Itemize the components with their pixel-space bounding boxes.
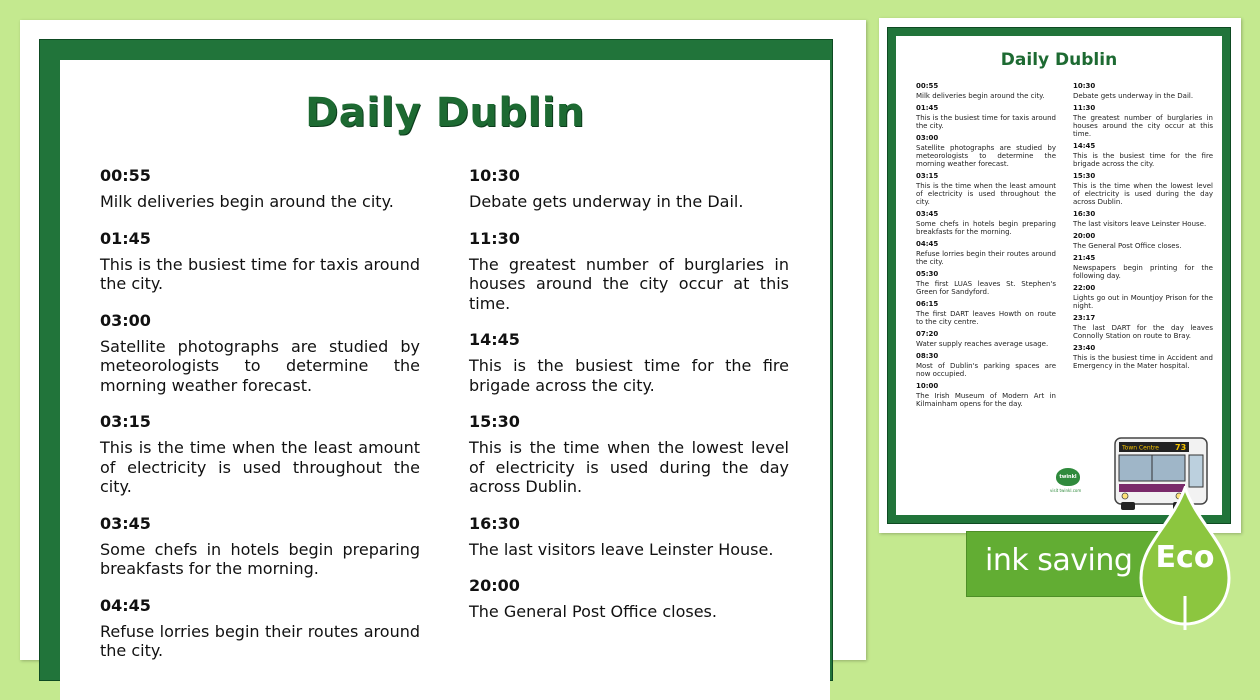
timeline-entry (469, 508, 789, 571)
preview-entry (1073, 282, 1213, 312)
entry-time: 03:45 (100, 513, 151, 533)
preview-entry-description: This is the busiest time in Accident and Emergency in the Mater hospital. (1073, 354, 1213, 370)
preview-entry-time: 20:00 (1073, 232, 1096, 240)
preview-entry-time: 04:45 (916, 240, 939, 248)
preview-entry (916, 268, 1056, 298)
preview-entry (916, 170, 1056, 208)
preview-entry-description: This is the busiest time for taxis around the city. (916, 114, 1056, 130)
entry-description: The greatest number of burglaries in houses around the city occur at this time. (469, 254, 789, 313)
main-worksheet (20, 20, 866, 660)
preview-entry (916, 298, 1056, 328)
preview-entry (1073, 140, 1213, 170)
timeline-entry (100, 305, 420, 407)
preview-entry (1073, 208, 1213, 230)
preview-entry (1073, 252, 1213, 282)
preview-entry-description: The first DART leaves Howth on route to the city centre. (916, 310, 1056, 326)
preview-entry-description: This is the time when the least amount of electricity is used throughout the city. (916, 182, 1056, 206)
entry-description: Debate gets underway in the Dail. (469, 192, 744, 211)
preview-entry (916, 132, 1056, 170)
preview-entry-description: Satellite photographs are studied by meteorologists to determine the morning weather forecast. (916, 144, 1056, 168)
preview-entry-time: 03:15 (916, 172, 939, 180)
preview-entry-time: 05:30 (916, 270, 939, 278)
preview-entry-time: 03:00 (916, 134, 939, 142)
preview-right-column (1073, 80, 1213, 372)
preview-entry-time: 22:00 (1073, 284, 1096, 292)
preview-entry-description: Most of Dublin's parking spaces are now occupied. (916, 362, 1056, 378)
preview-entry-description: This is the busiest time for the fire brigade across the city. (1073, 152, 1213, 168)
preview-left-column (916, 80, 1056, 410)
entry-time: 16:30 (469, 513, 520, 533)
entry-description: The last visitors leave Leinster House. (469, 539, 774, 559)
preview-entry-description: The first LUAS leaves St. Stephen's Green for Sandyford. (916, 280, 1056, 296)
preview-entry-description: Water supply reaches average usage. (916, 340, 1049, 348)
logo-url: visit twinkl.com (1050, 488, 1082, 493)
preview-entry (1073, 312, 1213, 342)
entry-time: 04:45 (100, 595, 151, 615)
entry-time: 00:55 (100, 166, 151, 185)
preview-entry-time: 03:45 (916, 210, 939, 218)
entry-description: Satellite photographs are studied by meteorologists to determine the morning weather forecast. (100, 336, 420, 395)
preview-entry (1073, 102, 1213, 140)
preview-entry-time: 01:45 (916, 104, 939, 112)
preview-entry-description: Refuse lorries begin their routes around the city. (916, 250, 1056, 266)
entry-description: Refuse lorries begin their routes around the city. (100, 621, 420, 660)
left-timeline-column (100, 160, 420, 672)
bus-sign-text: Town Centre (1122, 444, 1159, 452)
timeline-entry (469, 570, 789, 633)
entry-description: Some chefs in hotels begin preparing breakfasts for the morning. (100, 539, 420, 578)
entry-time: 10:30 (469, 166, 520, 185)
preview-title: Daily Dublin (1000, 50, 1118, 70)
timeline-entry (469, 324, 789, 406)
entry-description: The General Post Office closes. (469, 602, 717, 621)
twinkl-logo-icon (1056, 468, 1080, 486)
timeline-entry (100, 223, 420, 305)
preview-entry-description: The last visitors leave Leinster House. (1073, 220, 1207, 228)
preview-entry (1073, 342, 1213, 372)
preview-entry-time: 06:15 (916, 300, 939, 308)
entry-time: 11:30 (469, 228, 520, 248)
logo-text: twinkl (1059, 474, 1077, 480)
preview-entry-time: 07:20 (916, 330, 939, 338)
preview-entry (1073, 230, 1213, 252)
preview-entry-description: This is the time when the lowest level of electricity is used during the day across Dublin. (1073, 182, 1213, 206)
preview-entry (916, 328, 1056, 350)
entry-time: 15:30 (469, 412, 520, 431)
timeline-entry (100, 160, 420, 223)
entry-time: 03:15 (100, 412, 151, 431)
timeline-entry (469, 223, 789, 325)
timeline-entry (469, 160, 789, 223)
eco-label: Eco (1155, 540, 1215, 575)
preview-entry-time: 10:00 (916, 382, 939, 390)
timeline-entry (469, 406, 789, 508)
preview-entry-description: The greatest number of burglaries in houses around the city occur at this time. (1073, 114, 1213, 138)
preview-entry-time: 10:30 (1073, 82, 1096, 90)
ink-saving-label: ink saving (985, 543, 1133, 578)
entry-description: This is the busiest time for the fire brigade across the city. (469, 356, 789, 395)
main-worksheet-page (60, 60, 830, 700)
preview-entry-description: The Irish Museum of Modern Art in Kilmainham opens for the day. (916, 392, 1056, 408)
preview-entry (916, 238, 1056, 268)
main-worksheet-border (39, 39, 833, 681)
preview-entry (916, 102, 1056, 132)
preview-entry-time: 23:40 (1073, 344, 1096, 352)
preview-entry-description: Newspapers begin printing for the following day. (1073, 264, 1213, 280)
preview-entry (916, 380, 1056, 410)
preview-entry-description: Debate gets underway in the Dail. (1073, 92, 1194, 100)
preview-entry (1073, 170, 1213, 208)
preview-worksheet-page (896, 36, 1222, 515)
entry-time: 14:45 (469, 330, 520, 349)
timeline-entry (100, 508, 420, 590)
preview-entry-description: The General Post Office closes. (1073, 242, 1182, 250)
preview-entry-time: 15:30 (1073, 172, 1096, 180)
bus-number-text: 73 (1175, 443, 1187, 452)
entry-time: 03:00 (100, 310, 151, 330)
preview-entry-time: 14:45 (1073, 142, 1096, 150)
preview-entry-time: 08:30 (916, 352, 939, 360)
page-title: Daily Dublin (305, 90, 585, 136)
preview-entry-time: 11:30 (1073, 104, 1096, 112)
entry-description: This is the time when the least amount of electricity is used throughout the city. (100, 438, 420, 496)
preview-entry (916, 208, 1056, 238)
preview-entry (916, 80, 1056, 102)
ink-saving-banner (966, 531, 1166, 597)
preview-entry-time: 00:55 (916, 82, 939, 90)
preview-entry-description: Lights go out in Mountjoy Prison for the night. (1073, 294, 1213, 310)
preview-entry (916, 350, 1056, 380)
preview-entry-time: 21:45 (1073, 254, 1096, 262)
preview-entry-time: 16:30 (1073, 210, 1096, 218)
preview-entry-description: Some chefs in hotels begin preparing breakfasts for the morning. (916, 220, 1056, 236)
timeline-entry (100, 406, 420, 508)
entry-description: This is the busiest time for taxis around the city. (100, 254, 420, 293)
preview-entry (1073, 80, 1213, 102)
preview-worksheet-border (887, 27, 1231, 524)
preview-entry-description: Milk deliveries begin around the city. (916, 92, 1045, 100)
entry-time: 20:00 (469, 576, 520, 595)
timeline-entry (100, 590, 420, 672)
preview-entry-description: The last DART for the day leaves Connolly Station on route to Bray. (1073, 324, 1213, 340)
right-timeline-column (469, 160, 789, 633)
preview-entry-time: 23:17 (1073, 314, 1096, 322)
entry-description: Milk deliveries begin around the city. (100, 192, 394, 211)
entry-time: 01:45 (100, 228, 151, 248)
preview-worksheet (879, 18, 1241, 533)
entry-description: This is the time when the lowest level of electricity is used during the day across Dublin. (469, 438, 789, 496)
